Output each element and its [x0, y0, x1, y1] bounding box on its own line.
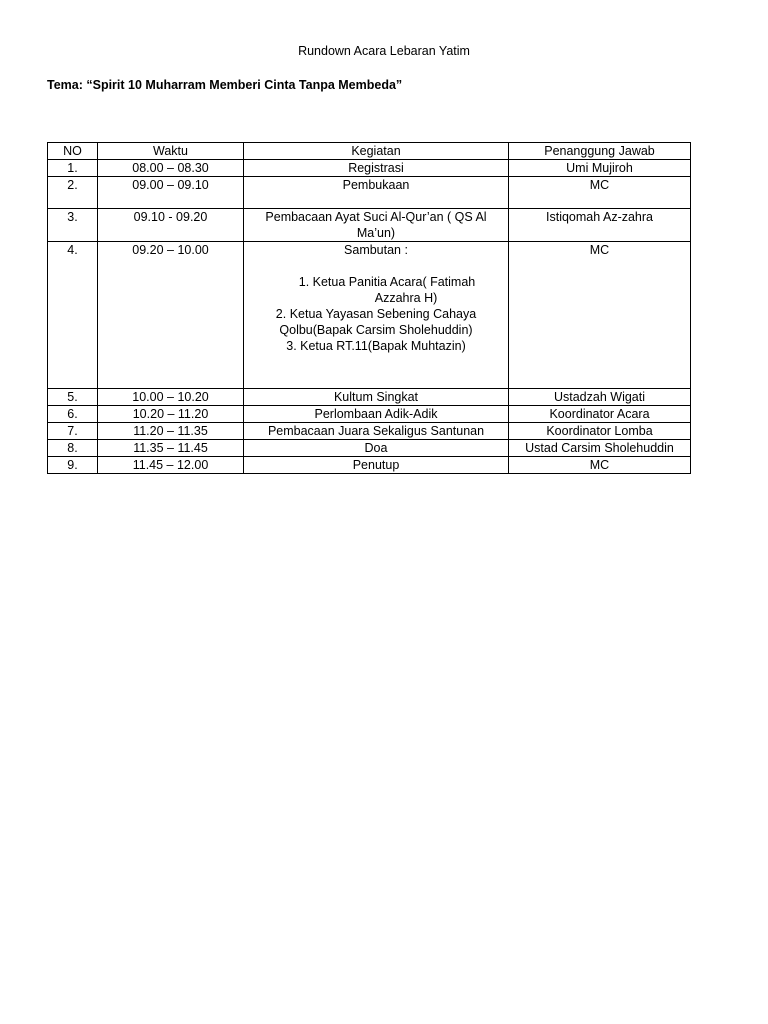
table-row — [48, 406, 691, 423]
cell-no: 6. — [48, 406, 98, 423]
header-activity: Kegiatan — [244, 143, 509, 160]
cell-time: 10.00 – 10.20 — [98, 389, 244, 406]
cell-pic: MC — [509, 177, 691, 209]
header-pic: Penanggung Jawab — [509, 143, 691, 160]
cell-no: 1. — [48, 160, 98, 177]
cell-activity: Registrasi — [244, 160, 509, 177]
table-row — [48, 177, 691, 209]
table-row — [48, 423, 691, 440]
cell-activity: Pembacaan Juara Sekaligus Santunan — [244, 423, 509, 440]
cell-no: 9. — [48, 457, 98, 474]
cell-no: 8. — [48, 440, 98, 457]
list-item: 3. Ketua RT.11(Bapak Muhtazin) — [286, 339, 466, 353]
cell-activity — [244, 242, 509, 389]
header-no: NO — [48, 143, 98, 160]
cell-time: 11.45 – 12.00 — [98, 457, 244, 474]
cell-activity: Penutup — [244, 457, 509, 474]
document-theme: Tema: “Spirit 10 Muharram Memberi Cinta Tanpa Membeda” — [47, 78, 403, 92]
cell-no: 4. — [48, 242, 98, 389]
cell-time: 11.20 – 11.35 — [98, 423, 244, 440]
table-row — [48, 457, 691, 474]
table-row — [48, 389, 691, 406]
table-row — [48, 209, 691, 242]
cell-time: 09.20 – 10.00 — [98, 242, 244, 389]
cell-pic: Ustad Carsim Sholehuddin — [509, 440, 691, 457]
list-item: 2. Ketua Yayasan Sebening Cahaya — [275, 307, 477, 321]
cell-time: 11.35 – 11.45 — [98, 440, 244, 457]
cell-time: 09.00 – 09.10 — [98, 177, 244, 209]
activity-heading: Sambutan : — [344, 243, 408, 257]
list-item: Azzahra H) — [374, 291, 438, 305]
cell-time: 08.00 – 08.30 — [98, 160, 244, 177]
cell-pic: Istiqomah Az-zahra — [509, 209, 691, 242]
cell-pic: MC — [509, 457, 691, 474]
cell-activity: Pembacaan Ayat Suci Al-Qur’an ( QS Al Ma’un) — [244, 209, 509, 242]
cell-no: 7. — [48, 423, 98, 440]
list-item: 1. Ketua Panitia Acara( Fatimah — [298, 275, 476, 289]
cell-activity: Doa — [244, 440, 509, 457]
table-row — [48, 440, 691, 457]
cell-no: 2. — [48, 177, 98, 209]
table-header-row — [48, 143, 691, 160]
cell-activity: Perlombaan Adik-Adik — [244, 406, 509, 423]
cell-pic: Umi Mujiroh — [509, 160, 691, 177]
cell-no: 3. — [48, 209, 98, 242]
list-item: Qolbu(Bapak Carsim Sholehuddin) — [279, 323, 473, 337]
cell-pic: Ustadzah Wigati — [509, 389, 691, 406]
cell-activity: Kultum Singkat — [244, 389, 509, 406]
cell-time: 10.20 – 11.20 — [98, 406, 244, 423]
document-title: Rundown Acara Lebaran Yatim — [298, 44, 470, 58]
table-row — [48, 242, 691, 389]
cell-time: 09.10 - 09.20 — [98, 209, 244, 242]
cell-pic: MC — [509, 242, 691, 389]
cell-pic: Koordinator Lomba — [509, 423, 691, 440]
header-time: Waktu — [98, 143, 244, 160]
cell-pic: Koordinator Acara — [509, 406, 691, 423]
table-row — [48, 160, 691, 177]
cell-activity: Pembukaan — [244, 177, 509, 209]
rundown-table — [47, 142, 691, 474]
cell-no: 5. — [48, 389, 98, 406]
